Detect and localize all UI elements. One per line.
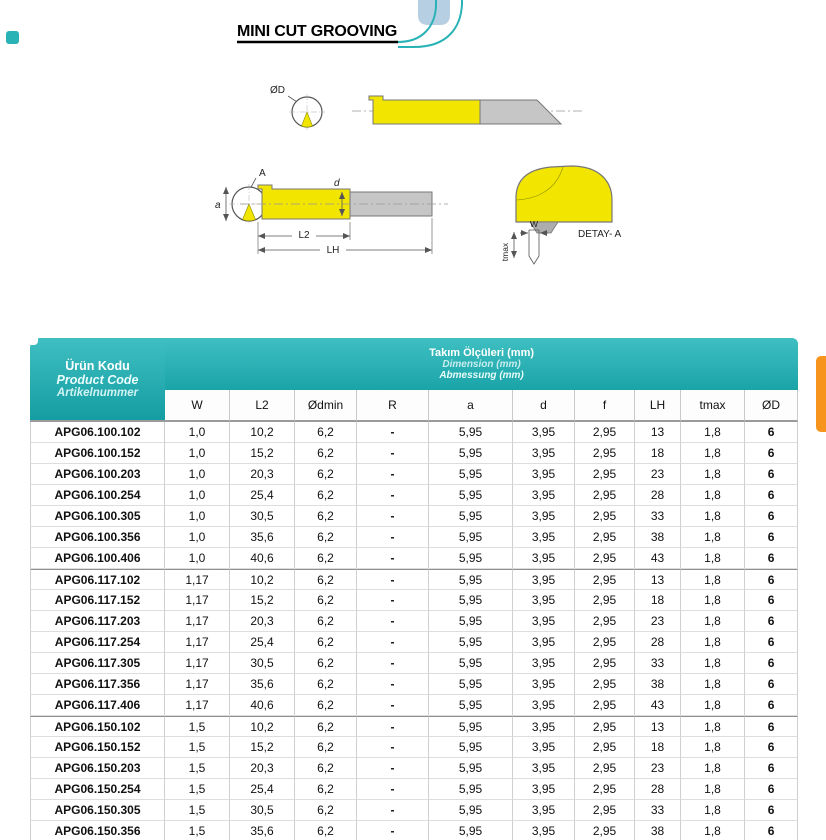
value-cell: 6,2 xyxy=(295,674,357,695)
table-row xyxy=(30,527,798,548)
value-cell: 43 xyxy=(635,695,681,716)
value-cell: 18 xyxy=(635,737,681,758)
value-cell: 43 xyxy=(635,548,681,569)
product-code-cell: APG06.117.356 xyxy=(30,674,165,695)
product-code-cell: APG06.117.254 xyxy=(30,632,165,653)
table-row xyxy=(30,464,798,485)
product-code-cell: APG06.117.102 xyxy=(30,569,165,590)
product-code-cell: APG06.150.102 xyxy=(30,716,165,737)
value-cell: - xyxy=(357,527,429,548)
product-code-cell: APG06.150.254 xyxy=(30,779,165,800)
value-cell: 1,0 xyxy=(165,443,230,464)
value-cell: 1,8 xyxy=(681,695,745,716)
value-cell: 2,95 xyxy=(575,758,635,779)
value-cell: 5,95 xyxy=(429,590,513,611)
value-cell: 3,95 xyxy=(513,695,575,716)
value-cell: 40,6 xyxy=(230,548,295,569)
carbide-body xyxy=(369,96,480,124)
product-code-cell: APG06.100.356 xyxy=(30,527,165,548)
dim-header-tr: Takım Ölçüleri (mm) xyxy=(429,347,535,359)
value-cell: 2,95 xyxy=(575,737,635,758)
value-cell: 10,2 xyxy=(230,716,295,737)
value-cell: 1,8 xyxy=(681,569,745,590)
value-cell: 30,5 xyxy=(230,653,295,674)
product-code-cell: APG06.100.102 xyxy=(30,422,165,443)
value-cell: 6 xyxy=(745,422,798,443)
value-cell: 3,95 xyxy=(513,569,575,590)
value-cell: 1,8 xyxy=(681,779,745,800)
dim-tmax-label: tmax xyxy=(500,242,510,262)
table-row xyxy=(30,716,798,737)
value-cell: 6,2 xyxy=(295,464,357,485)
value-cell: 6 xyxy=(745,464,798,485)
table-row xyxy=(30,632,798,653)
value-cell: 6,2 xyxy=(295,632,357,653)
value-cell: 2,95 xyxy=(575,674,635,695)
value-cell: 5,95 xyxy=(429,695,513,716)
value-cell: 20,3 xyxy=(230,464,295,485)
value-cell: 6,2 xyxy=(295,569,357,590)
value-cell: 6,2 xyxy=(295,695,357,716)
value-cell: 6,2 xyxy=(295,506,357,527)
value-cell: 6 xyxy=(745,485,798,506)
value-cell: 5,95 xyxy=(429,548,513,569)
value-cell: 30,5 xyxy=(230,506,295,527)
value-cell: 3,95 xyxy=(513,800,575,821)
value-cell: 1,8 xyxy=(681,653,745,674)
detail-a-drawing xyxy=(500,166,621,264)
table-row xyxy=(30,758,798,779)
value-cell: 6,2 xyxy=(295,485,357,506)
value-cell: 5,95 xyxy=(429,632,513,653)
value-cell: 3,95 xyxy=(513,632,575,653)
value-cell: 1,8 xyxy=(681,527,745,548)
value-cell: 23 xyxy=(635,464,681,485)
value-cell: - xyxy=(357,422,429,443)
value-cell: 1,8 xyxy=(681,590,745,611)
value-cell: 6,2 xyxy=(295,737,357,758)
od-label: ØD xyxy=(270,85,285,96)
value-cell: 1,0 xyxy=(165,422,230,443)
value-cell: 1,0 xyxy=(165,506,230,527)
table-row xyxy=(30,611,798,632)
value-cell: 3,95 xyxy=(513,443,575,464)
value-cell: 6 xyxy=(745,653,798,674)
value-cell: 5,95 xyxy=(429,821,513,840)
value-cell: 2,95 xyxy=(575,548,635,569)
value-cell: 1,8 xyxy=(681,716,745,737)
value-cell: 1,5 xyxy=(165,758,230,779)
value-cell: 6,2 xyxy=(295,422,357,443)
product-code-cell: APG06.150.152 xyxy=(30,737,165,758)
value-cell: 3,95 xyxy=(513,737,575,758)
value-cell: 6 xyxy=(745,443,798,464)
code-header-de: Artikelnummer xyxy=(56,387,139,399)
value-cell: - xyxy=(357,548,429,569)
value-cell: 6 xyxy=(745,632,798,653)
column-header: a xyxy=(429,390,513,422)
value-cell: 1,0 xyxy=(165,527,230,548)
code-header-tr: Ürün Kodu xyxy=(65,359,130,373)
value-cell: 6 xyxy=(745,506,798,527)
value-cell: 15,2 xyxy=(230,590,295,611)
value-cell: 6 xyxy=(745,800,798,821)
value-cell: 1,8 xyxy=(681,548,745,569)
corner-accent-square xyxy=(6,31,19,44)
value-cell: 40,6 xyxy=(230,695,295,716)
value-cell: 10,2 xyxy=(230,422,295,443)
value-cell: 1,8 xyxy=(681,443,745,464)
value-cell: 6 xyxy=(745,611,798,632)
value-cell: 1,17 xyxy=(165,590,230,611)
value-cell: 18 xyxy=(635,443,681,464)
value-cell: 1,8 xyxy=(681,506,745,527)
value-cell: 20,3 xyxy=(230,611,295,632)
value-cell: 1,8 xyxy=(681,611,745,632)
value-cell: - xyxy=(357,737,429,758)
value-cell: 3,95 xyxy=(513,464,575,485)
table-row xyxy=(30,548,798,569)
value-cell: 6 xyxy=(745,527,798,548)
table-row xyxy=(30,779,798,800)
value-cell: 33 xyxy=(635,506,681,527)
value-cell: 1,0 xyxy=(165,485,230,506)
blue-tab-shape xyxy=(418,0,450,25)
value-cell: 30,5 xyxy=(230,800,295,821)
value-cell: 3,95 xyxy=(513,716,575,737)
table-row xyxy=(30,590,798,611)
column-header: R xyxy=(357,390,429,422)
value-cell: 6 xyxy=(745,590,798,611)
value-cell: 33 xyxy=(635,800,681,821)
value-cell: 2,95 xyxy=(575,485,635,506)
value-cell: 1,5 xyxy=(165,779,230,800)
table-row xyxy=(30,569,798,590)
shank-pointed-end xyxy=(480,100,561,124)
table-body xyxy=(30,422,798,840)
value-cell: 6 xyxy=(745,716,798,737)
value-cell: 6 xyxy=(745,737,798,758)
value-cell: 3,95 xyxy=(513,821,575,840)
value-cell: 35,6 xyxy=(230,527,295,548)
value-cell: 35,6 xyxy=(230,821,295,840)
value-cell: 2,95 xyxy=(575,464,635,485)
value-cell: 3,95 xyxy=(513,548,575,569)
product-code-cell: APG06.117.406 xyxy=(30,695,165,716)
value-cell: 13 xyxy=(635,569,681,590)
product-code-cell: APG06.100.406 xyxy=(30,548,165,569)
value-cell: 5,95 xyxy=(429,485,513,506)
value-cell: 6,2 xyxy=(295,821,357,840)
tip-profile xyxy=(529,230,539,264)
value-cell: 5,95 xyxy=(429,737,513,758)
value-cell: 13 xyxy=(635,716,681,737)
table-row xyxy=(30,674,798,695)
dimensioned-drawing xyxy=(215,168,448,256)
value-cell: 3,95 xyxy=(513,422,575,443)
value-cell: 6,2 xyxy=(295,443,357,464)
value-cell: - xyxy=(357,485,429,506)
table-row xyxy=(30,695,798,716)
value-cell: 38 xyxy=(635,527,681,548)
value-cell: 2,95 xyxy=(575,653,635,674)
value-cell: 1,8 xyxy=(681,485,745,506)
column-header: d xyxy=(513,390,575,422)
table-row xyxy=(30,653,798,674)
dimensions-header xyxy=(165,338,798,390)
value-cell: - xyxy=(357,800,429,821)
grooving-data-table xyxy=(30,338,798,840)
dim-a-label: a xyxy=(215,200,221,211)
value-cell: 38 xyxy=(635,674,681,695)
value-cell: 10,2 xyxy=(230,569,295,590)
value-cell: 3,95 xyxy=(513,611,575,632)
value-cell: 2,95 xyxy=(575,611,635,632)
value-cell: 1,8 xyxy=(681,422,745,443)
value-cell: 3,95 xyxy=(513,779,575,800)
product-code-cell: APG06.117.152 xyxy=(30,590,165,611)
column-header: W xyxy=(165,390,230,422)
value-cell: 6,2 xyxy=(295,779,357,800)
value-cell: 5,95 xyxy=(429,506,513,527)
value-cell: 5,95 xyxy=(429,800,513,821)
tool-overview-drawing xyxy=(270,85,585,130)
value-cell: 6 xyxy=(745,758,798,779)
value-cell: 3,95 xyxy=(513,485,575,506)
value-cell: 2,95 xyxy=(575,443,635,464)
value-cell: 5,95 xyxy=(429,758,513,779)
value-cell: 1,8 xyxy=(681,821,745,840)
value-cell: 1,0 xyxy=(165,548,230,569)
value-cell: 5,95 xyxy=(429,527,513,548)
value-cell: 6,2 xyxy=(295,527,357,548)
dim-header-en: Dimension (mm) xyxy=(442,359,521,370)
table-corner-decoration xyxy=(22,329,38,345)
value-cell: 20,3 xyxy=(230,758,295,779)
value-cell: 25,4 xyxy=(230,632,295,653)
value-cell: 6 xyxy=(745,695,798,716)
product-table xyxy=(30,338,798,840)
detail-head-shape xyxy=(516,166,612,222)
column-header: Ødmin xyxy=(295,390,357,422)
value-cell: 2,95 xyxy=(575,632,635,653)
value-cell: 2,95 xyxy=(575,569,635,590)
value-cell: 1,17 xyxy=(165,674,230,695)
value-cell: 6,2 xyxy=(295,716,357,737)
product-code-cell: APG06.100.203 xyxy=(30,464,165,485)
column-header: f xyxy=(575,390,635,422)
value-cell: 13 xyxy=(635,422,681,443)
value-cell: 2,95 xyxy=(575,422,635,443)
dim-d-label: d xyxy=(334,178,340,189)
value-cell: 6,2 xyxy=(295,653,357,674)
value-cell: 2,95 xyxy=(575,695,635,716)
product-code-cell: APG06.100.152 xyxy=(30,443,165,464)
value-cell: - xyxy=(357,674,429,695)
value-cell: 23 xyxy=(635,758,681,779)
value-cell: 6,2 xyxy=(295,548,357,569)
value-cell: 6 xyxy=(745,779,798,800)
column-header: tmax xyxy=(681,390,745,422)
value-cell: 1,17 xyxy=(165,695,230,716)
product-code-cell: APG06.117.305 xyxy=(30,653,165,674)
product-code-cell: APG06.100.305 xyxy=(30,506,165,527)
value-cell: 1,8 xyxy=(681,737,745,758)
value-cell: 6,2 xyxy=(295,758,357,779)
value-cell: 18 xyxy=(635,590,681,611)
value-cell: 6 xyxy=(745,821,798,840)
value-cell: 1,17 xyxy=(165,569,230,590)
value-cell: - xyxy=(357,821,429,840)
value-cell: 6,2 xyxy=(295,590,357,611)
value-cell: 1,8 xyxy=(681,464,745,485)
value-cell: 33 xyxy=(635,653,681,674)
value-cell: - xyxy=(357,506,429,527)
value-cell: 6,2 xyxy=(295,611,357,632)
value-cell: 1,17 xyxy=(165,632,230,653)
value-cell: 2,95 xyxy=(575,590,635,611)
value-cell: - xyxy=(357,716,429,737)
value-cell: 38 xyxy=(635,821,681,840)
value-cell: 5,95 xyxy=(429,779,513,800)
technical-drawings xyxy=(0,0,826,330)
detail-a-label: DETAY- A xyxy=(578,229,622,240)
value-cell: 5,95 xyxy=(429,464,513,485)
page-edge-tab xyxy=(816,356,826,432)
value-cell: 1,17 xyxy=(165,653,230,674)
value-cell: 6 xyxy=(745,548,798,569)
dim-lh-label: LH xyxy=(326,245,340,256)
value-cell: 15,2 xyxy=(230,737,295,758)
value-cell: 25,4 xyxy=(230,485,295,506)
value-cell: 15,2 xyxy=(230,443,295,464)
value-cell: - xyxy=(357,443,429,464)
value-cell: 28 xyxy=(635,485,681,506)
value-cell: 1,5 xyxy=(165,737,230,758)
value-cell: 6 xyxy=(745,674,798,695)
dim-w-label: W xyxy=(529,219,539,229)
table-row xyxy=(30,800,798,821)
product-code-cell: APG06.150.356 xyxy=(30,821,165,840)
value-cell: 5,95 xyxy=(429,422,513,443)
value-cell: 2,95 xyxy=(575,821,635,840)
value-cell: 3,95 xyxy=(513,758,575,779)
table-row xyxy=(30,737,798,758)
value-cell: 5,95 xyxy=(429,611,513,632)
value-cell: 28 xyxy=(635,632,681,653)
value-cell: 3,95 xyxy=(513,527,575,548)
column-header: L2 xyxy=(230,390,295,422)
header-decoration xyxy=(6,0,462,47)
product-code-cell: APG06.150.305 xyxy=(30,800,165,821)
value-cell: 2,95 xyxy=(575,527,635,548)
value-cell: 5,95 xyxy=(429,716,513,737)
value-cell: 5,95 xyxy=(429,569,513,590)
column-header: LH xyxy=(635,390,681,422)
value-cell: - xyxy=(357,779,429,800)
value-cell: 5,95 xyxy=(429,674,513,695)
value-cell: 2,95 xyxy=(575,506,635,527)
value-cell: 3,95 xyxy=(513,590,575,611)
value-cell: 1,8 xyxy=(681,800,745,821)
column-header: ØD xyxy=(745,390,798,422)
value-cell: 1,8 xyxy=(681,632,745,653)
table-row xyxy=(30,821,798,840)
table-row xyxy=(30,506,798,527)
product-code-cell: APG06.100.254 xyxy=(30,485,165,506)
value-cell: 6 xyxy=(745,569,798,590)
value-cell: - xyxy=(357,611,429,632)
table-row xyxy=(30,422,798,443)
value-cell: 28 xyxy=(635,779,681,800)
dim-header-de: Abmessung (mm) xyxy=(439,370,524,381)
value-cell: 1,5 xyxy=(165,821,230,840)
product-code-cell: APG06.150.203 xyxy=(30,758,165,779)
code-header-en: Product Code xyxy=(56,373,139,387)
value-cell: 3,95 xyxy=(513,674,575,695)
product-code-header xyxy=(30,338,165,422)
value-cell: 2,95 xyxy=(575,800,635,821)
page-title: MINI CUT GROOVING xyxy=(237,23,398,40)
value-cell: - xyxy=(357,758,429,779)
value-cell: 1,0 xyxy=(165,464,230,485)
value-cell: - xyxy=(357,632,429,653)
value-cell: - xyxy=(357,590,429,611)
table-row xyxy=(30,443,798,464)
dim-l2-label: L2 xyxy=(298,230,310,241)
value-cell: 1,5 xyxy=(165,716,230,737)
value-cell: - xyxy=(357,569,429,590)
value-cell: 6,2 xyxy=(295,800,357,821)
value-cell: 1,17 xyxy=(165,611,230,632)
value-cell: - xyxy=(357,695,429,716)
value-cell: 1,8 xyxy=(681,674,745,695)
value-cell: 25,4 xyxy=(230,779,295,800)
product-code-cell: APG06.117.203 xyxy=(30,611,165,632)
value-cell: 5,95 xyxy=(429,653,513,674)
section-a-label: A xyxy=(259,168,266,179)
value-cell: 3,95 xyxy=(513,506,575,527)
value-cell: 35,6 xyxy=(230,674,295,695)
value-cell: 2,95 xyxy=(575,716,635,737)
value-cell: 1,5 xyxy=(165,800,230,821)
value-cell: 2,95 xyxy=(575,779,635,800)
carbide-head xyxy=(258,185,350,219)
value-cell: 1,8 xyxy=(681,758,745,779)
value-cell: - xyxy=(357,653,429,674)
value-cell: 5,95 xyxy=(429,443,513,464)
table-row xyxy=(30,485,798,506)
value-cell: 23 xyxy=(635,611,681,632)
value-cell: 3,95 xyxy=(513,653,575,674)
value-cell: - xyxy=(357,464,429,485)
